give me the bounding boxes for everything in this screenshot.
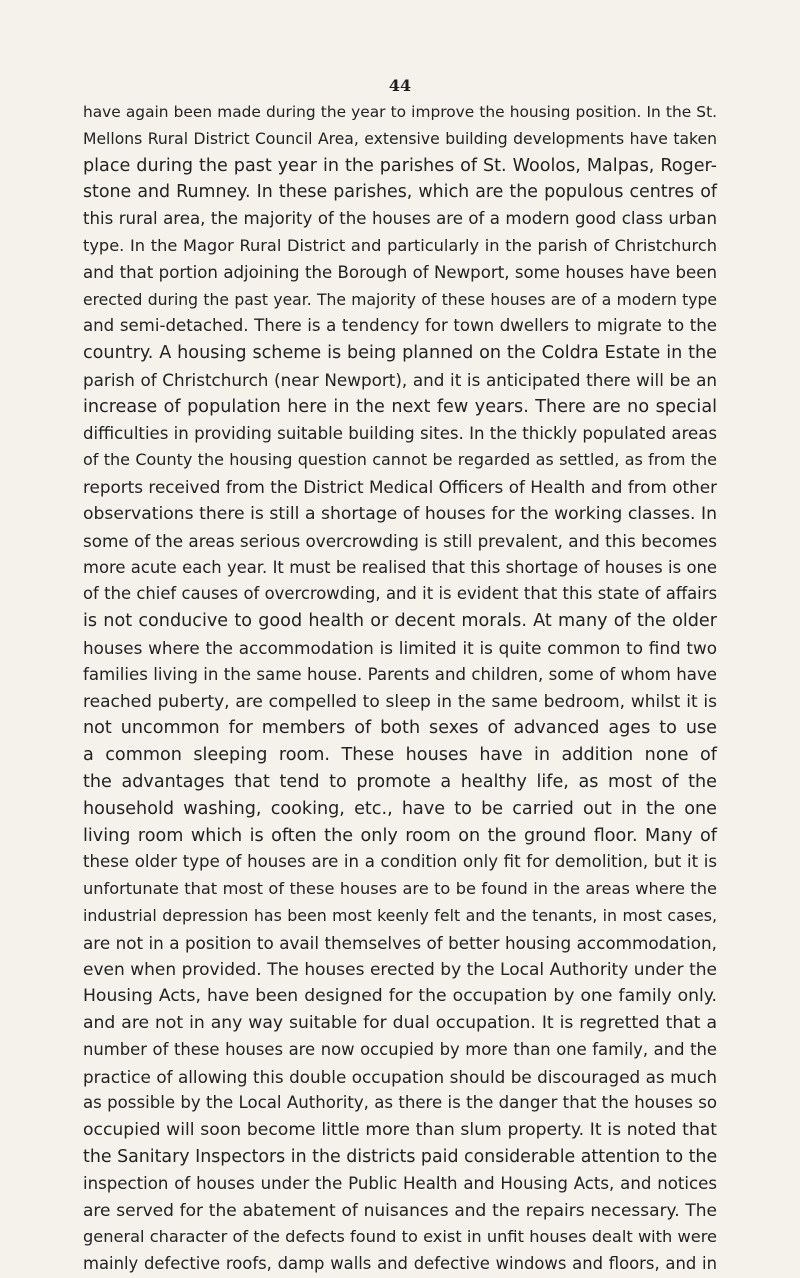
text-line: number of these houses are now occupied by more than one family, and the (83, 1039, 717, 1059)
text-line: these older type of houses are in a condition only fit for demolition, but it is (83, 852, 717, 872)
text-line: even when provided. The houses erected by the Local Authority under the (83, 959, 717, 980)
text-line: are served for the abatement of nuisances and the repairs necessary. The (83, 1200, 717, 1221)
text-line: difficulties in providing suitable building sites. In the thickly populated areas (83, 423, 718, 443)
text-line: mainly defective roofs, damp walls and defective windows and floors, and in (83, 1254, 717, 1274)
text-line: the advantages that tend to promote a healthy life, as most of the (83, 771, 717, 792)
text-line: country. A housing scheme is being planned on the Coldra Estate in the (83, 343, 717, 364)
text-line: a common sleeping room. These houses have in addition none of (83, 745, 717, 766)
text-line: Housing Acts, have been designed for the occupation by one family only. (83, 986, 717, 1007)
text-line: this rural area, the majority of the houses are of a modern good class urban (83, 209, 717, 229)
text-line: place during the past year in the parishes of St. Woolos, Malpas, Roger- (83, 155, 717, 176)
text-line: more acute each year. It must be realised that this shortage of houses is one (83, 557, 717, 577)
page-number: 44 (388, 76, 412, 95)
text-line: inspection of houses under the Public Health and Housing Acts, and notices (83, 1173, 717, 1193)
text-line: unfortunate that most of these houses are to be found in the areas where the (83, 879, 717, 899)
text-line: some of the areas serious overcrowding is still prevalent, and this becomes (83, 530, 717, 551)
text-line: increase of population here in the next few years. There are no special (83, 396, 717, 417)
text-line: reached puberty, are compelled to sleep in the same bedroom, whilst it is (83, 691, 717, 712)
text-line: parish of Christchurch (near Newport), and it is anticipated there will be an (83, 369, 717, 390)
text-line: families living in the same house. Parents and children, some of whom have (83, 664, 717, 684)
text-line: household washing, cooking, etc., have to be carried out in the one (83, 798, 717, 819)
text-line: are not in a position to avail themselves of better housing accommodation, (83, 932, 717, 953)
text-line: and are not in any way suitable for dual occupation. It is regretted that a (83, 1013, 717, 1034)
text-line: and semi-detached. There is a tendency for town dwellers to migrate to the (83, 316, 717, 336)
text-line: type. In the Magor Rural District and particularly in the parish of Christchurch (83, 235, 717, 255)
text-line: of the chief causes of overcrowding, and it is evident that this state of affairs (83, 584, 717, 604)
text-line: practice of allowing this double occupation should be discouraged as much (83, 1066, 717, 1087)
body-paragraph (83, 99, 717, 1278)
text-line: Mellons Rural District Council Area, extensive building developments have taken (83, 129, 717, 148)
text-line: living room which is often the only room on the ground floor. Many of (83, 825, 717, 846)
text-line: is not conducive to good health or decent morals. At many of the older (83, 611, 717, 632)
text-line: observations there is still a shortage of houses for the working classes. In (83, 503, 717, 524)
text-line: of the County the housing question cannot be regarded as settled, as from the (83, 450, 717, 470)
text-line: not uncommon for members of both sexes of advanced ages to use (83, 718, 717, 739)
text-line: and that portion adjoining the Borough of Newport, some houses have been (83, 262, 717, 282)
text-line: the Sanitary Inspectors in the districts paid considerable attention to the (83, 1147, 718, 1168)
text-line: general character of the defects found to exist in unfit houses dealt with were (83, 1227, 717, 1247)
text-line: reports received from the District Medical Officers of Health and from other (83, 477, 717, 498)
text-line: occupied will soon become little more than slum property. It is noted that (83, 1120, 717, 1141)
text-line: industrial depression has been most keenly felt and the tenants, in most cases, (83, 905, 717, 925)
text-line: as possible by the Local Authority, as there is the danger that the houses so (83, 1093, 717, 1113)
text-line: erected during the past year. The majority of these houses are of a modern type (83, 290, 717, 309)
text-line: have again been made during the year to improve the housing position. In the St. (83, 103, 717, 121)
text-line: stone and Rumney. In these parishes, which are the populous centres of (83, 182, 717, 203)
text-line: houses where the accommodation is limited it is quite common to find two (83, 637, 717, 658)
